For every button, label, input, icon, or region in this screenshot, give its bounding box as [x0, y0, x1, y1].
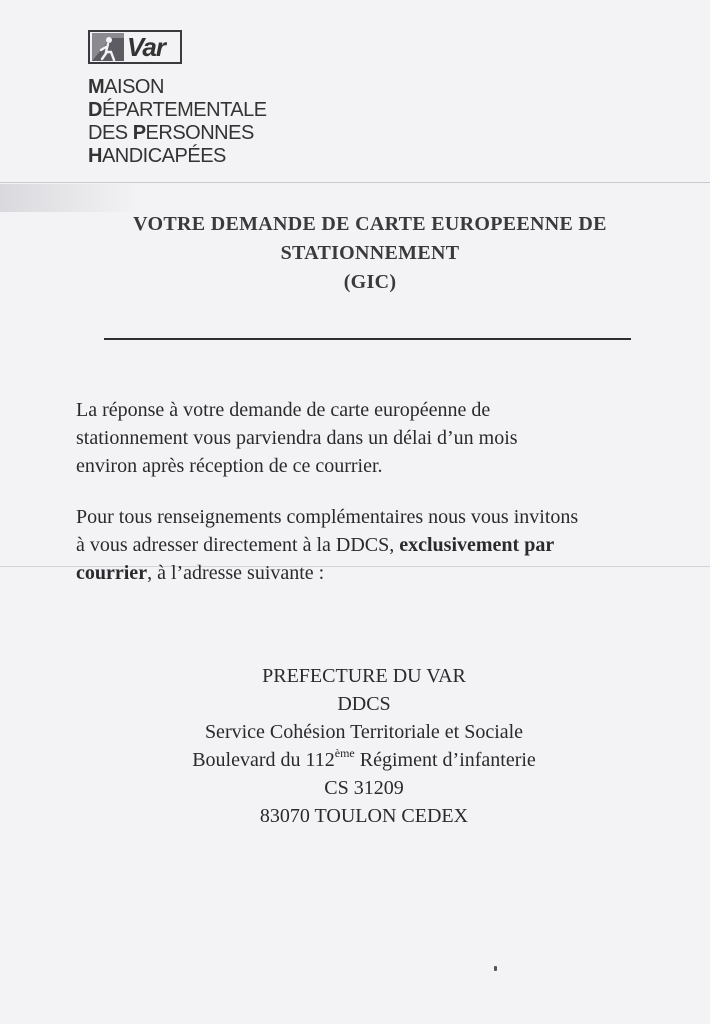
org-line — [88, 99, 267, 122]
address-text: Régiment d’infanterie — [354, 749, 536, 771]
org-text: ANDICAPÉES — [101, 145, 226, 167]
org-line — [88, 76, 267, 99]
org-initial: D — [88, 99, 102, 121]
paragraph-text: à vous adresser directement à la DDCS, — [76, 534, 400, 556]
paragraph-line — [76, 559, 676, 587]
scan-speck — [494, 966, 497, 971]
address-line: Service Cohésion Territoriale et Sociale — [204, 721, 524, 743]
org-line — [88, 122, 267, 145]
logo-word: Var — [127, 32, 165, 62]
emphasis-text: courrier — [76, 562, 148, 584]
accessibility-person-icon — [91, 32, 125, 62]
document-title — [80, 210, 660, 297]
title-divider — [104, 338, 631, 340]
paragraph-text: , à l’adresse suivante : — [147, 562, 325, 584]
address-line: 83070 TOULON CEDEX — [259, 805, 469, 827]
scan-smudge — [0, 184, 140, 212]
address-line: CS 31209 — [324, 777, 404, 799]
paragraph-line: Pour tous renseignements complémentaires nous vous invitons — [76, 506, 579, 528]
title-line: (GIC) — [343, 271, 397, 293]
org-text: ÉPARTEMENTALE — [101, 99, 267, 121]
paragraph-line: environ après réception de ce courrier. — [76, 455, 383, 477]
ordinal-suffix: ème — [334, 746, 355, 760]
organization-name — [88, 76, 267, 168]
postal-address — [64, 662, 664, 830]
var-logo-box — [88, 30, 182, 64]
address-line: PREFECTURE DU VAR — [262, 665, 466, 687]
emphasis-text: exclusivement par — [399, 534, 555, 556]
paragraph-line: La réponse à votre demande de carte européenne de — [76, 399, 491, 421]
org-text: DES — [88, 122, 133, 144]
title-line: STATIONNEMENT — [280, 242, 460, 264]
org-text: AISON — [104, 76, 164, 98]
org-initial: H — [88, 145, 102, 167]
org-initial: M — [88, 76, 105, 98]
address-line: DDCS — [337, 693, 391, 715]
address-text: Boulevard du 112 — [192, 749, 335, 771]
title-line: VOTRE DEMANDE DE CARTE EUROPEENNE DE — [133, 213, 607, 235]
address-line — [64, 746, 664, 774]
paper-fold-line — [0, 182, 710, 183]
org-initial: P — [132, 122, 146, 144]
org-line — [88, 145, 267, 168]
contact-paragraph — [76, 503, 676, 587]
paragraph-line: stationnement vous parviendra dans un délai d’un mois — [76, 427, 518, 449]
org-text: ERSONNES — [145, 122, 254, 144]
paragraph-line — [76, 531, 676, 559]
response-delay-paragraph — [76, 396, 676, 480]
var-logo — [88, 30, 182, 64]
